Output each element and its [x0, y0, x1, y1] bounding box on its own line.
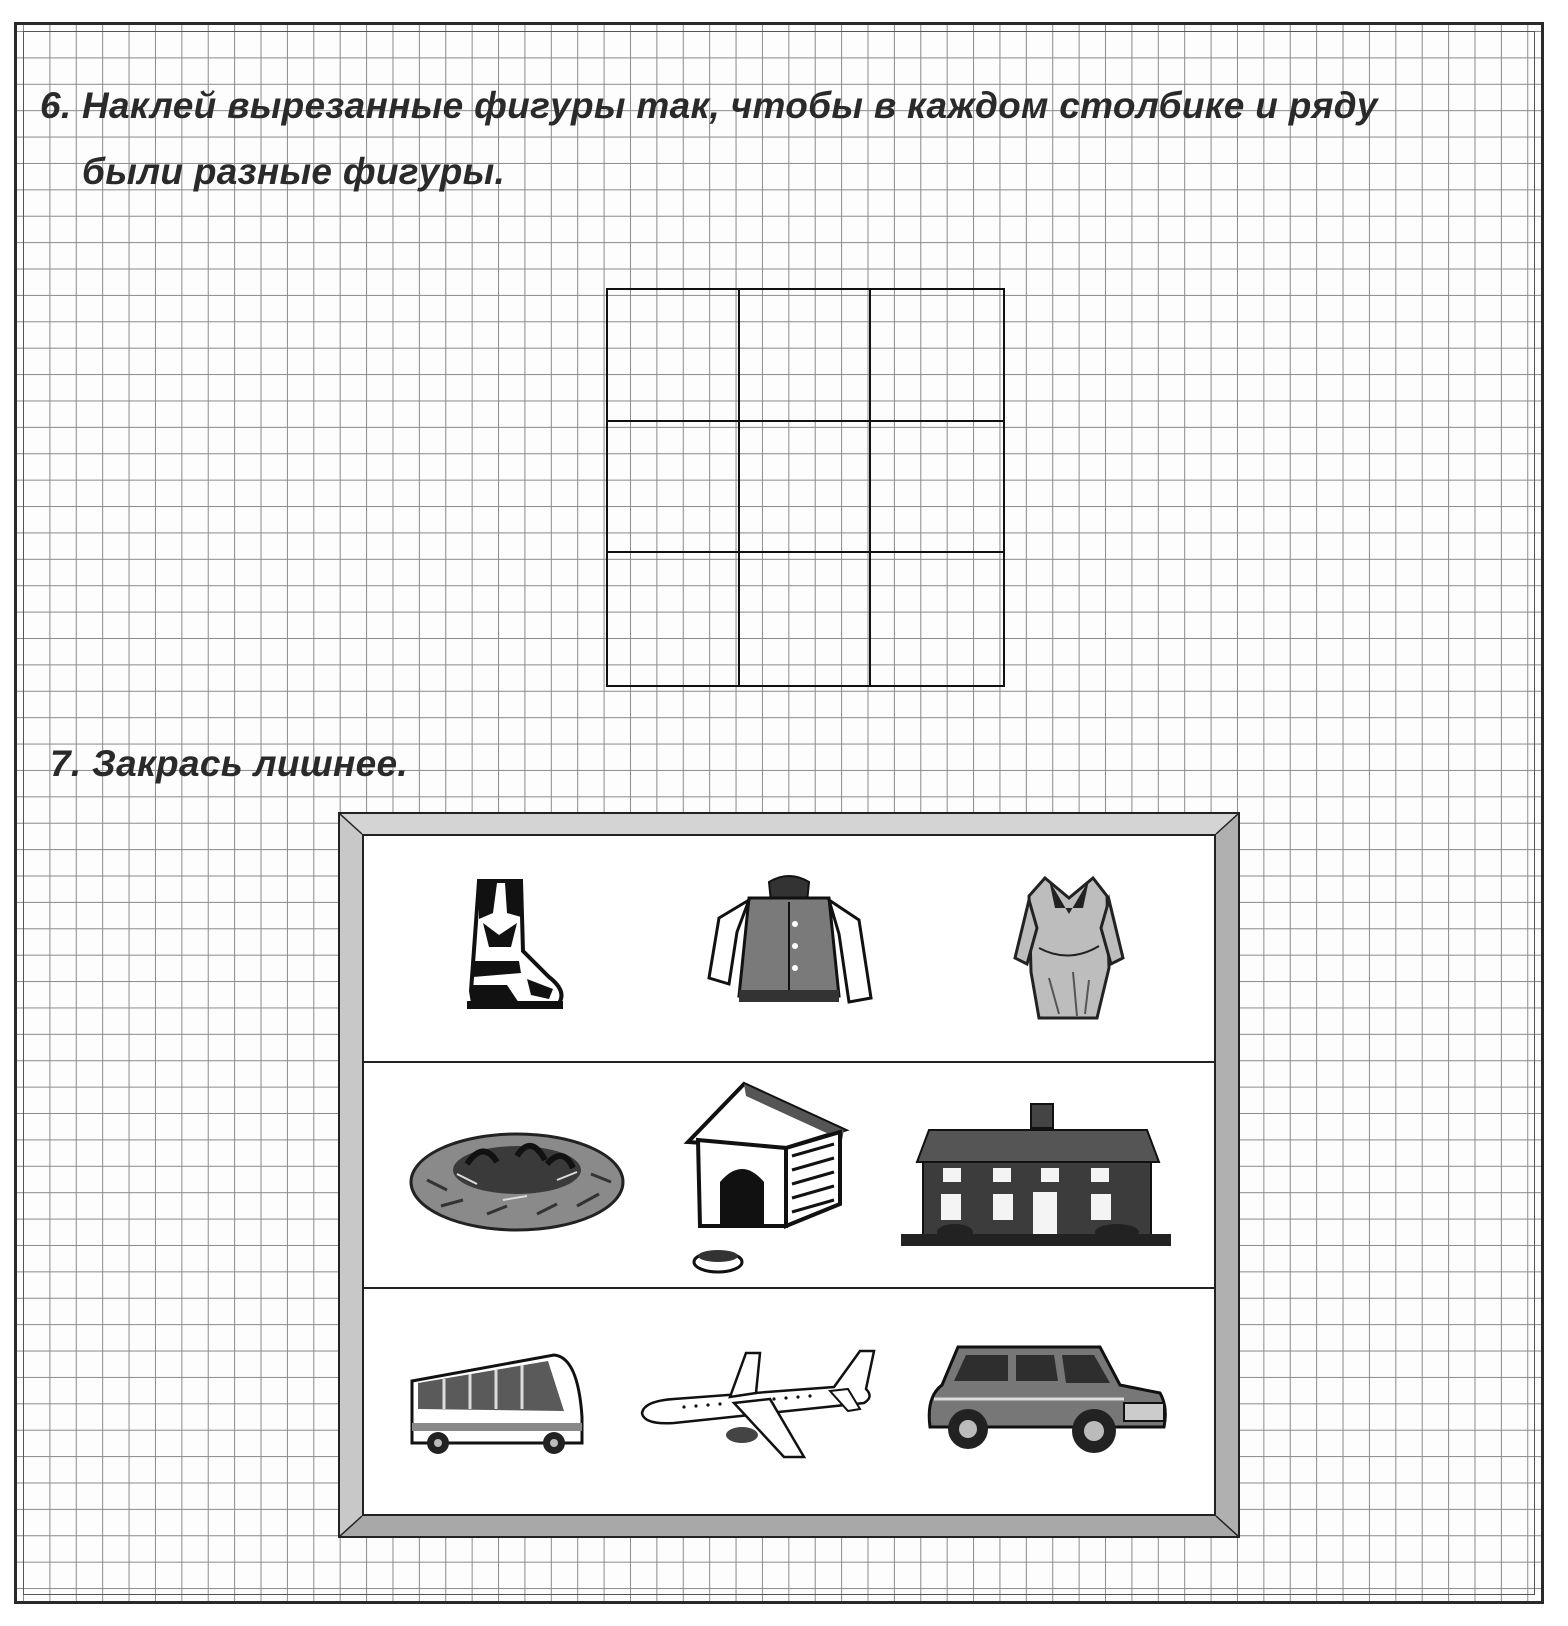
sticker-cell[interactable]: [608, 422, 740, 554]
bird-nest-picture[interactable]: [407, 1110, 627, 1240]
task-6-instruction-line-2: были разные фигуры.: [82, 151, 506, 192]
picture-panel: [362, 834, 1216, 1516]
sticker-cell[interactable]: [608, 553, 740, 685]
car-picture[interactable]: [924, 1337, 1174, 1467]
dress-picture[interactable]: [1009, 868, 1129, 1028]
sticker-cell[interactable]: [871, 290, 1003, 422]
bus-picture[interactable]: [404, 1347, 594, 1457]
airplane-picture[interactable]: [634, 1337, 884, 1467]
boot-picture[interactable]: [449, 873, 569, 1023]
task-7-instruction: 7. Закрась лишнее.: [50, 743, 408, 784]
sticker-cell[interactable]: [740, 290, 872, 422]
jacket-picture[interactable]: [699, 868, 879, 1028]
sticker-grid-3x3[interactable]: [606, 288, 1005, 687]
picture-row-transport: [364, 1289, 1214, 1514]
picture-row-dwellings: [364, 1063, 1214, 1290]
dog-house-picture[interactable]: [674, 1070, 854, 1280]
sticker-cell[interactable]: [740, 553, 872, 685]
task-6-instruction-line-1: 6. Наклей вырезанные фигуры так, чтобы в каждом столбике и ряду: [40, 85, 1378, 126]
picture-frame: [338, 812, 1240, 1538]
picture-row-clothing: [364, 836, 1214, 1063]
sticker-cell[interactable]: [871, 553, 1003, 685]
sticker-cell[interactable]: [740, 422, 872, 554]
sticker-cell[interactable]: [871, 422, 1003, 554]
house-picture[interactable]: [901, 1100, 1171, 1250]
sticker-cell[interactable]: [608, 290, 740, 422]
